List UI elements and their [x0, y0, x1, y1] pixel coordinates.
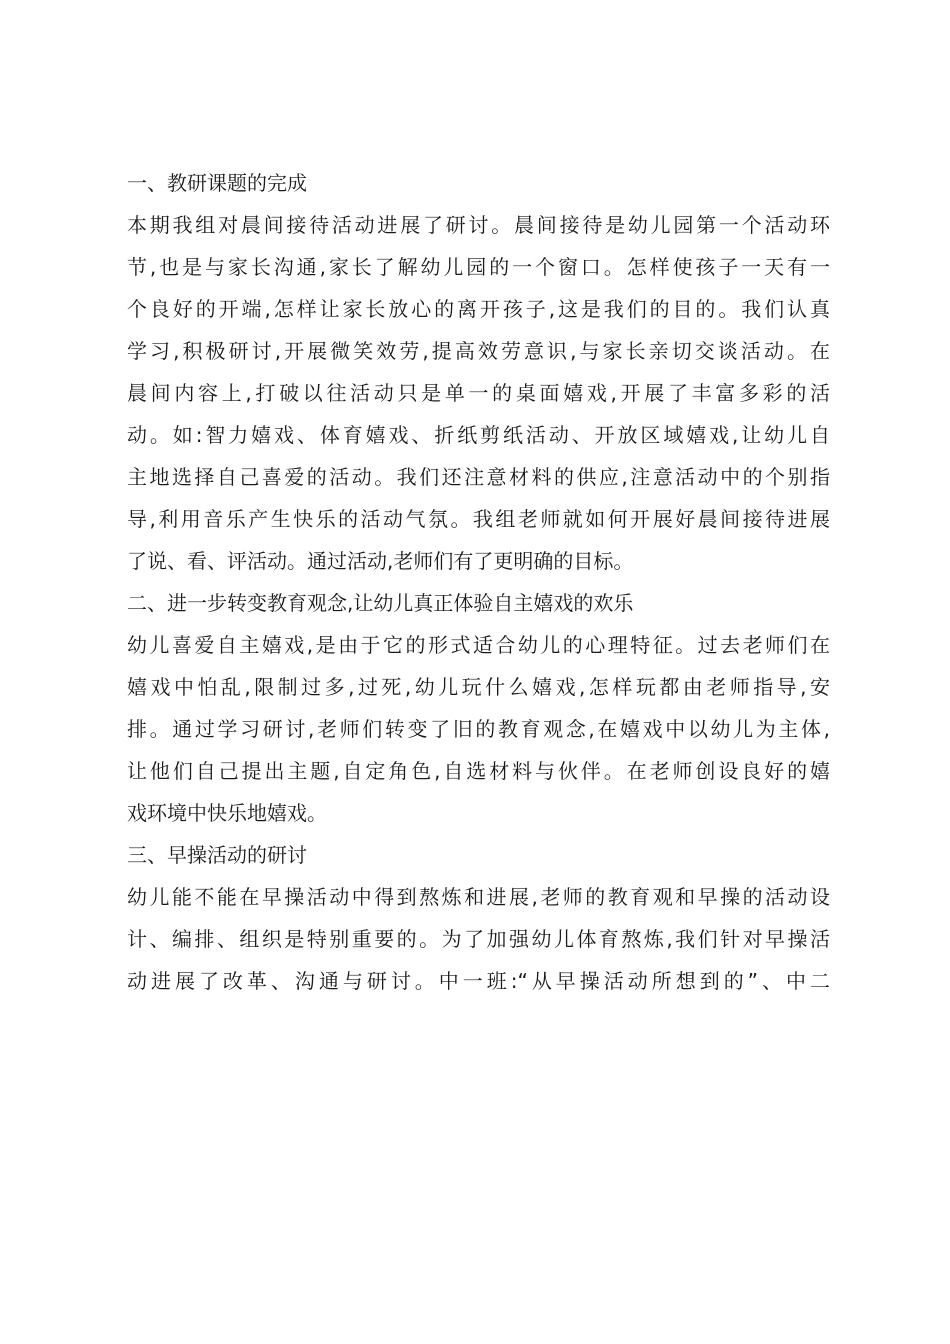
- paragraph-line: 了说、看、评活动。通过活动,老师们有了更明确的目标。: [127, 549, 634, 573]
- paragraph-line: 本期我组对晨间接待活动进展了研讨。晨间接待是幼儿园第一个活动环: [127, 213, 830, 237]
- paragraph-line: 幼儿能不能在早操活动中得到熬炼和进展,老师的教育观和早操的活动设: [127, 885, 830, 909]
- paragraph-line: 让他们自己提出主题,自定角色,自选材料与伙伴。在老师创设良好的嬉: [127, 759, 830, 783]
- paragraph-line: 导,利用音乐产生快乐的活动气氛。我组老师就如何开展好晨间接待进展: [127, 507, 830, 531]
- paragraph-line: 动。如:智力嬉戏、体育嬉戏、折纸剪纸活动、开放区域嬉戏,让幼儿自: [127, 423, 830, 447]
- section-heading-1: 一、教研课题的完成: [127, 171, 307, 195]
- paragraph-line: 戏环境中快乐地嬉戏。: [127, 801, 327, 825]
- paragraph-line: 学习,积极研讨,开展微笑效劳,提高效劳意识,与家长亲切交谈活动。在: [127, 339, 830, 363]
- section-heading-2: 二、进一步转变教育观念,让幼儿真正体验自主嬉戏的欢乐: [127, 591, 634, 615]
- paragraph-line: 晨间内容上,打破以往活动只是单一的桌面嬉戏,开展了丰富多彩的活: [127, 381, 830, 405]
- paragraph-line: 主地选择自己喜爱的活动。我们还注意材料的供应,注意活动中的个别指: [127, 465, 830, 489]
- paragraph-line: 计、编排、组织是特别重要的。为了加强幼儿体育熬炼,我们针对早操活: [127, 927, 830, 951]
- paragraph-line: 排。通过学习研讨,老师们转变了旧的教育观念,在嬉戏中以幼儿为主体,: [127, 717, 830, 741]
- paragraph-line: 嬉戏中怕乱,限制过多,过死,幼儿玩什么嬉戏,怎样玩都由老师指导,安: [127, 675, 830, 699]
- paragraph-line: 节,也是与家长沟通,家长了解幼儿园的一个窗口。怎样使孩子一天有一: [127, 255, 830, 279]
- paragraph-line: 动进展了改革、沟通与研讨。中一班:“从早操活动所想到的”、中二: [127, 969, 830, 993]
- section-heading-3: 三、早操活动的研讨: [127, 843, 307, 867]
- paragraph-line: 个良好的开端,怎样让家长放心的离开孩子,这是我们的目的。我们认真: [127, 297, 830, 321]
- document-body: [127, 162, 830, 1002]
- paragraph-line: 幼儿喜爱自主嬉戏,是由于它的形式适合幼儿的心理特征。过去老师们在: [127, 633, 830, 657]
